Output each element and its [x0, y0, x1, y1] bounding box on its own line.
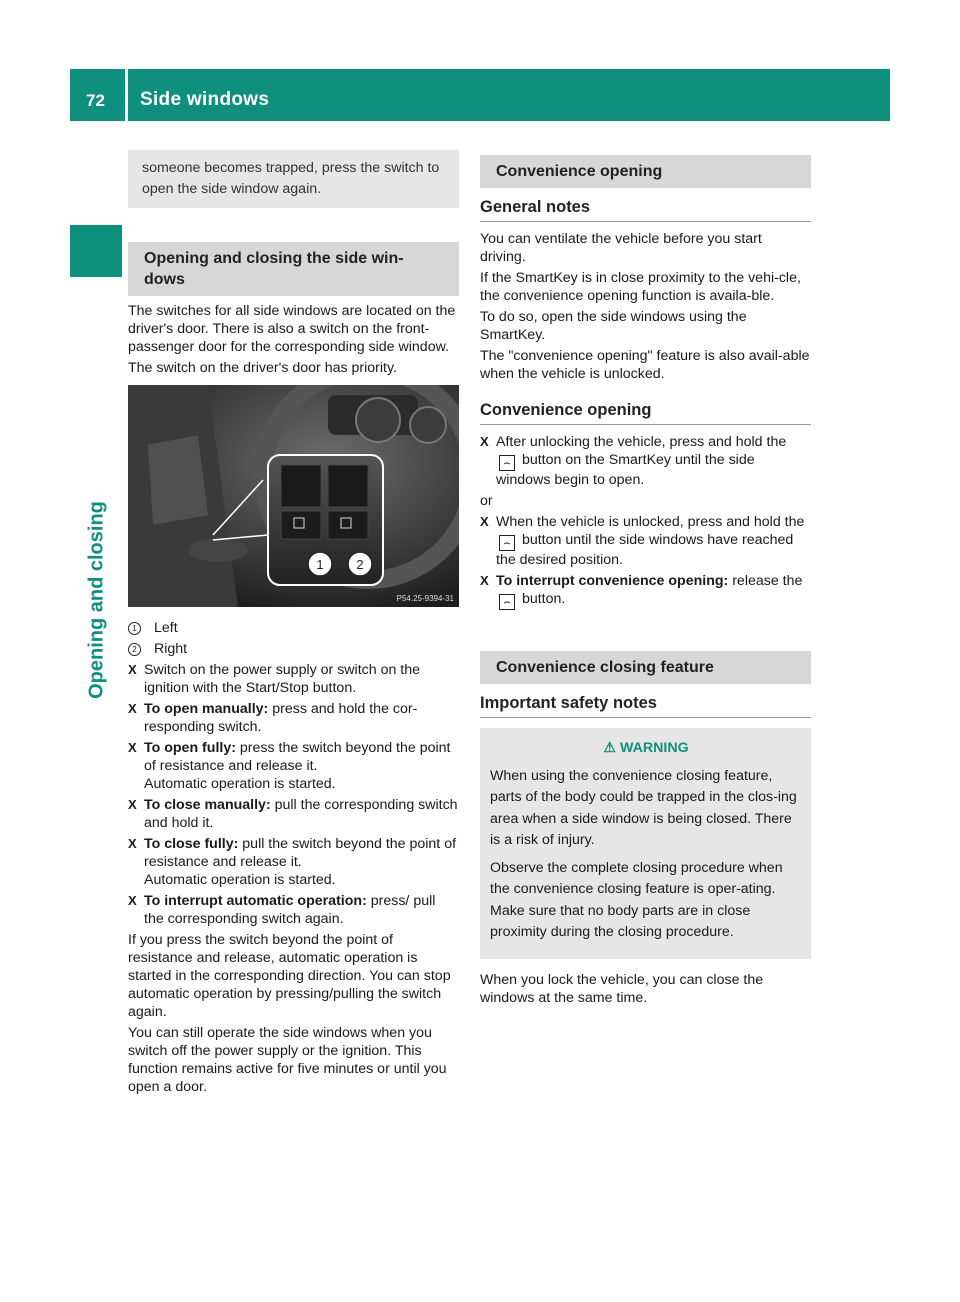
- side-tab-marker: [70, 225, 122, 277]
- step-marker-icon: X: [128, 740, 137, 755]
- header-divider: [125, 69, 128, 121]
- step-item: X To open fully: press the switch beyond the point of resistance and release it. Automatic operation is started.: [128, 740, 451, 792]
- step-marker-icon: X: [480, 434, 489, 449]
- legend-number: 2: [128, 643, 141, 656]
- sub-heading-general-notes: General notes: [480, 192, 811, 222]
- warning-title: ⚠ WARNING: [603, 740, 689, 756]
- step-marker-icon: X: [480, 573, 489, 588]
- step-item: X To close fully: pull the switch beyond the point of resistance and release it. Automatic operation is started.: [128, 836, 457, 888]
- legend-label: Right: [154, 641, 188, 657]
- paragraph: You can still operate the side windows when you switch off the power supply or the ignition. This function remains active for five minutes or until you open a door.: [128, 1025, 447, 1095]
- unlock-key-icon: ⌢: [499, 455, 515, 471]
- paragraph: If you press the switch beyond the point of resistance and release, automatic operation is started in the corresponding direction. You can stop automatic operation by pressing/pulling the switch again.: [128, 932, 451, 1020]
- paragraph: The switches for all side windows are located on the driver's door. There is also a switch on the front-passenger door for the corresponding side window.: [128, 303, 456, 355]
- page-number: 72: [86, 91, 105, 110]
- step-item: X To interrupt automatic operation: press/ pull the corresponding switch again.: [128, 893, 436, 927]
- chapter-side-label: Opening and closing: [85, 501, 108, 699]
- section-heading-convenience-opening: Convenience opening: [480, 155, 811, 188]
- legend-label: Left: [154, 620, 178, 636]
- sub-heading-safety-notes: Important safety notes: [480, 688, 811, 718]
- paragraph: To do so, open the side windows using the SmartKey.: [480, 309, 747, 343]
- paragraph: The switch on the driver's door has priority.: [128, 360, 397, 376]
- step-item: X To close manually: pull the corresponding switch and hold it.: [128, 797, 458, 831]
- legend-item-1: [128, 619, 459, 637]
- unlock-key-icon: ⌢: [499, 594, 515, 610]
- right-column: [480, 155, 811, 1010]
- step-marker-icon: X: [128, 797, 137, 812]
- paragraph: You can ventilate the vehicle before you start driving.: [480, 231, 762, 265]
- svg-text:2: 2: [356, 557, 364, 572]
- step-marker-icon: X: [128, 701, 137, 716]
- paragraph: If the SmartKey is in close proximity to the vehi-cle, the convenience opening function is availa-ble.: [480, 270, 801, 304]
- warning-text: When using the convenience closing feature, parts of the body could be trapped in the clos-ing area when a side window is being closed. There is a risk of injury.: [490, 767, 797, 848]
- step-item: X When the vehicle is unlocked, press and hold the ⌢ button until the side windows have reached the desired position.: [480, 514, 805, 568]
- left-column: [128, 150, 459, 1099]
- continued-note-box: someone becomes trapped, press the switch to open the side window again.: [128, 150, 459, 208]
- step-item: X After unlocking the vehicle, press and hold the ⌢ button on the SmartKey until the side windows begin to open.: [480, 434, 787, 488]
- section-heading-convenience-closing: Convenience closing feature: [480, 651, 811, 684]
- step-item: X To open manually: press and hold the cor-responding switch.: [128, 701, 418, 735]
- step-item: X Switch on the power supply or switch on the ignition with the Start/Stop button.: [128, 662, 421, 696]
- page-title: Side windows: [140, 89, 270, 110]
- legend-item-2: [128, 640, 459, 658]
- sub-heading-convenience-opening: Convenience opening: [480, 395, 811, 425]
- step-marker-icon: X: [128, 893, 137, 908]
- step-marker-icon: X: [480, 514, 489, 529]
- paragraph: When you lock the vehicle, you can close the windows at the same time.: [480, 971, 764, 1006]
- door-switch-photo: [128, 385, 459, 607]
- section-heading-opening-closing: Opening and closing the side win-dows: [128, 242, 459, 296]
- step-marker-icon: X: [128, 662, 137, 677]
- legend-number: 1: [128, 622, 141, 635]
- or-text: or: [480, 493, 493, 509]
- svg-text:1: 1: [316, 557, 324, 572]
- warning-text: Observe the complete closing procedure when the convenience closing feature is oper-ating. Make sure that no body parts are in close proximity during the closing procedure.: [490, 859, 783, 940]
- step-marker-icon: X: [128, 836, 137, 851]
- warning-box: [480, 728, 811, 959]
- unlock-key-icon: ⌢: [499, 535, 515, 551]
- warning-triangle-icon: ⚠: [603, 740, 617, 756]
- image-code: P54.25-9394-31: [396, 594, 454, 603]
- paragraph: The "convenience opening" feature is also avail-able when the vehicle is unlocked.: [480, 348, 810, 382]
- step-item: X To interrupt convenience opening: release the ⌢ button.: [480, 573, 803, 608]
